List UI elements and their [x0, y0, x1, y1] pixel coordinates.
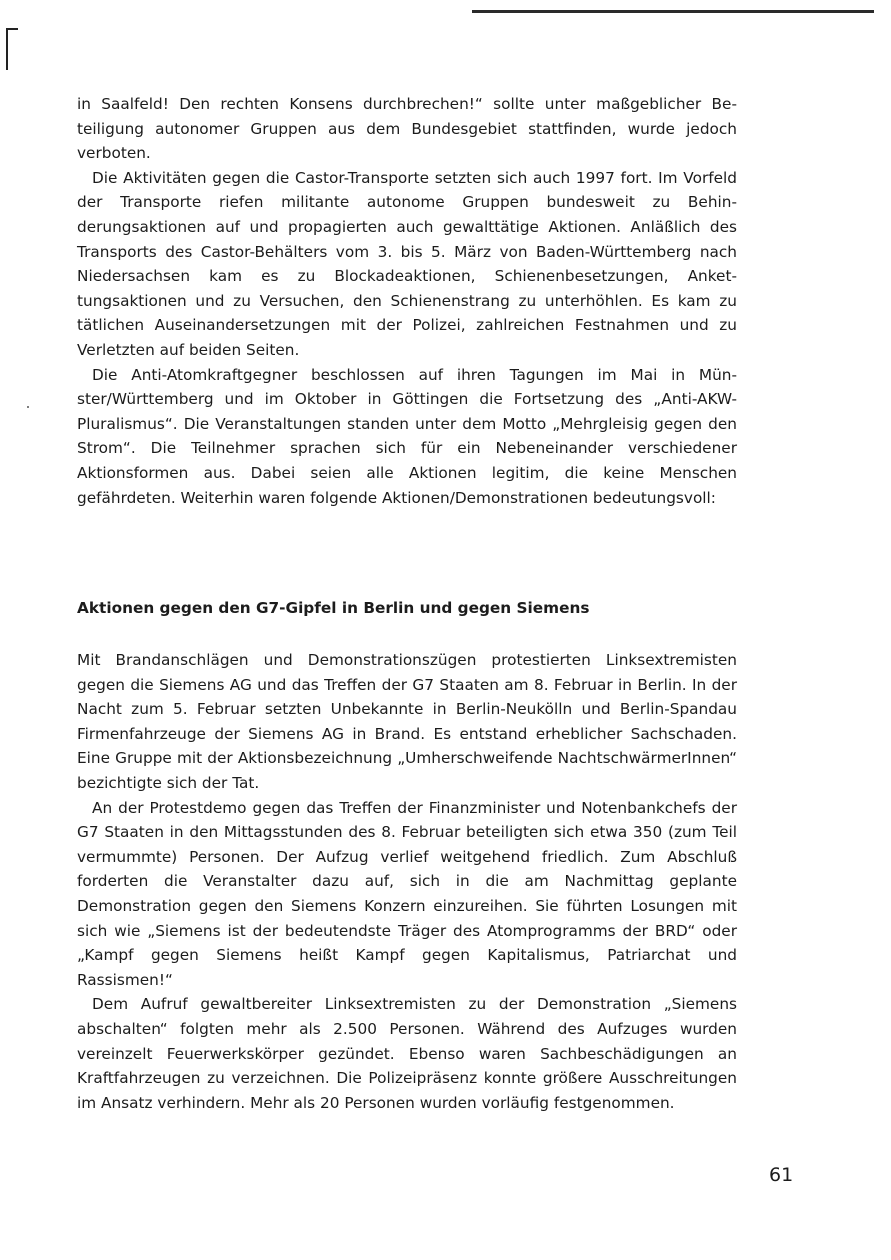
section-text-block	[77, 648, 737, 1115]
paragraph-arson-attacks: Mit Brandanschlägen und Demonstrationszügen protestierten Linksextremisten gegen die Siemens AG und das Treffen der G7 Staaten am 8. Februar in Berlin. In der Nacht zum 5. Februar setzten Unbekannte in Berlin-Neukölln und Berlin-Spandau Firmenfahrzeuge der Siemens AG in Brand. Es entstand erheblicher Sachschaden. Eine Gruppe mit der Aktionsbezeichnung „Umherschweifende NachtschwärmerInnen“ bezichtigte sich der Tat.	[77, 651, 737, 792]
scan-speck	[27, 406, 29, 408]
section-heading: Aktionen gegen den G7-Gipfel in Berlin und gegen Siemens	[77, 599, 590, 617]
crop-mark	[6, 28, 18, 30]
paragraph-continuation: in Saalfeld! Den rechten Konsens durchbrechen!“ sollte unter maßgeblicher Beteiligung autonomer Gruppen aus dem Bundesgebiet stattfinden, wurde jedoch verboten.	[77, 95, 737, 163]
crop-mark	[6, 28, 8, 70]
page-number: 61	[769, 1164, 794, 1186]
intro-text-block	[77, 92, 737, 510]
paragraph-siemens-demo: Dem Aufruf gewaltbereiter Linksextremisten zu der Demonstration „Siemens abschalten“ folgten mehr als 2.500 Personen. Während des Aufzuges wurden vereinzelt Feuerwerkskörper gezündet. Ebenso waren Sachbeschädigungen an Kraftfahrzeugen zu verzeichnen. Die Polizeipräsenz konnte größere Ausschreitungen im Ansatz verhindern. Mehr als 20 Personen wurden vorläufig festgenommen.	[77, 995, 737, 1112]
paragraph-protest-demo: An der Protestdemo gegen das Treffen der Finanzminister und Notenbankchefs der G7 Staaten in den Mittagsstunden des 8. Februar beteiligten sich etwa 350 (zum Teil vermummte) Personen. Der Aufzug verlief weitgehend friedlich. Zum Abschluß forderten die Veranstalter dazu auf, sich in die am Nachmittag geplante Demonstration gegen den Siemens Konzern einzureihen. Sie führten Losungen mit sich wie „Siemens ist der bedeutendste Träger des Atomprogramms der BRD“ oder „Kampf gegen Siemens heißt Kampf gegen Kapitalismus, Patriarchat und Rassismen!“	[77, 798, 737, 989]
paragraph-castor-transports: Die Aktivitäten gegen die Castor-Transporte setzten sich auch 1997 fort. Im Vorfeld der Transporte riefen militante autonome Gruppen bundesweit zu Behinderungsaktionen auf und propagierten auch gewalttätige Aktionen. Anläßlich des Transports des Castor-Behälters vom 3. bis 5. März von Baden-Württemberg nach Niedersachsen kam es zu Blockadeaktionen, Schienenbesetzungen, Ankettungsaktionen und zu Versuchen, den Schienenstrang zu unterhöhlen. Es kam zu tätlichen Auseinandersetzungen mit der Polizei, zahlreichen Festnahmen und zu Verletzten auf beiden Seiten.	[77, 168, 737, 359]
top-rule	[472, 10, 874, 13]
paragraph-anti-akw: Die Anti-Atomkraftgegner beschlossen auf ihren Tagungen im Mai in Münster/Württemberg und im Oktober in Göttingen die Fortsetzung des „Anti-AKW-Pluralismus“. Die Veranstaltungen standen unter dem Motto „Mehrgleisig gegen den Strom“. Die Teilnehmer sprachen sich für ein Nebeneinander verschiedener Aktionsformen aus. Dabei seien alle Aktionen legitim, die keine Menschen gefährdeten. Weiterhin waren folgende Aktionen/Demonstrationen bedeutungsvoll:	[77, 365, 737, 507]
